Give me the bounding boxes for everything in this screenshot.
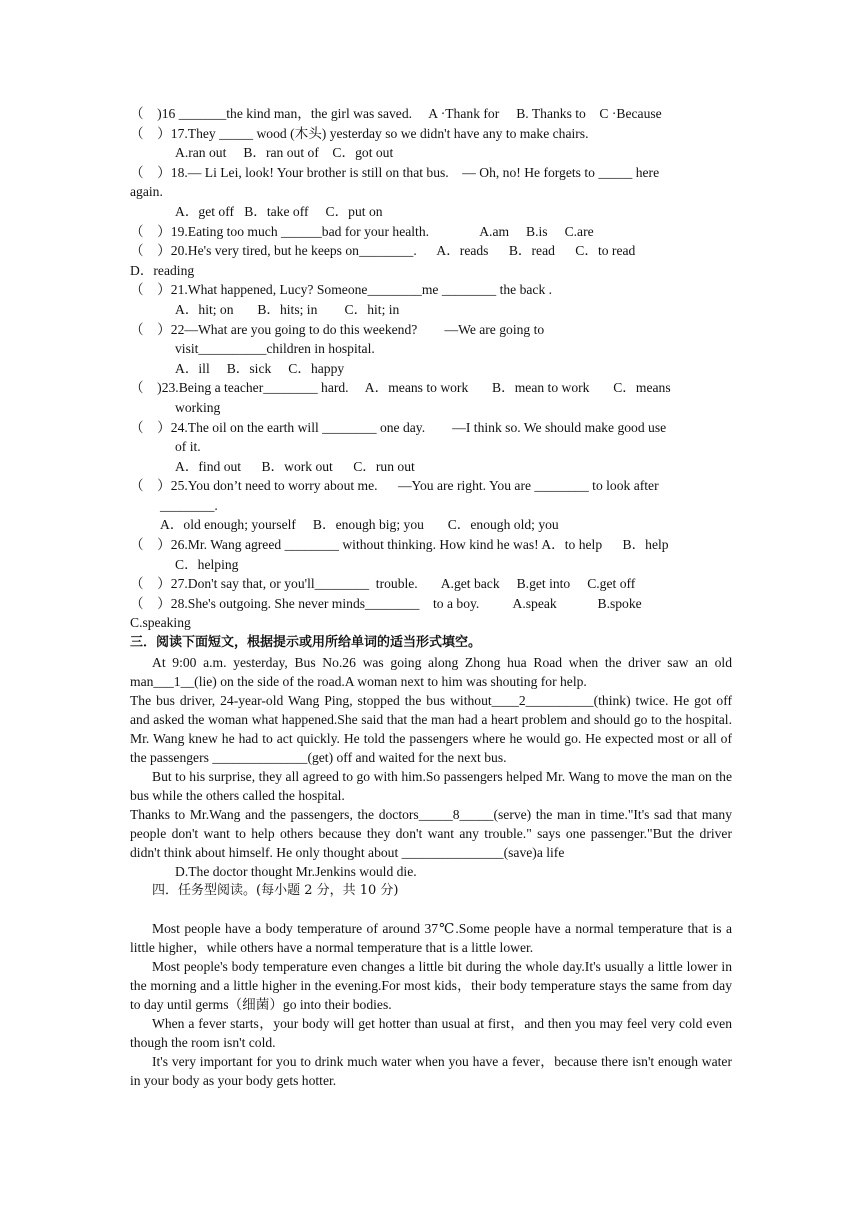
question-25: （ ）25.You don’t need to worry about me. —You are right. You are ________ to look after	[130, 478, 659, 494]
question-27: （ ）27.Don't say that, or you'll________ trouble. A.get back B.get into C.get off	[130, 576, 636, 592]
section-4-title: 四．任务型阅读。(每小题 2 分，共 10 分)	[152, 883, 399, 899]
question-22-options: A．ill B．sick C．happy	[175, 360, 345, 376]
section-4-paragraph-1: Most people have a body temperature of around 37℃.Some people have a normal temperature that is a little higher，while others have a normal temperature that is a little lower.	[130, 920, 732, 955]
section-3-paragraph-5: D.The doctor thought Mr.Jenkins would die.	[175, 863, 417, 879]
section-4-paragraph-2: Most people's body temperature even changes a little bit during the whole day.It's usually a little lower in the morning and a little higher in the evening.For most kids，their body temperature stays the same from day to day until germs（细菌）go into their bodies.	[130, 958, 732, 1012]
section-3-paragraph-2: The bus driver, 24-year-old Wang Ping, stopped the bus without____2__________(think) twice. He got off and asked the woman what happened.She said that the man had a heart problem and should go to the hospital. Mr. Wang knew he had to act quickly. He told the passengers where he would go. He expected most or all of the passengers ______________(get) off and waited for the next bus.	[130, 692, 732, 765]
question-28-continued: C.speaking	[130, 615, 191, 631]
worksheet-page	[130, 104, 732, 1090]
question-18-options: A．get off B．take off C．put on	[175, 203, 383, 219]
section-3-paragraph-3: But to his surprise, they all agreed to go with him.So passengers helped Mr. Wang to move the man on the bus while the others called the hospital.	[130, 768, 732, 803]
question-21: （ ）21.What happened, Lucy? Someone________me ________ the back .	[130, 282, 553, 298]
question-28: （ ）28.She's outgoing. She never minds________ to a boy. A.speak B.spoke	[130, 595, 642, 611]
question-18: （ ）18.— Li Lei, look! Your brother is still on that bus. — Oh, no! He forgets to _____ here	[130, 164, 660, 180]
section-3-title: 三．阅读下面短文，根据提示或用所给单词的适当形式填空。	[130, 635, 482, 651]
section-4-paragraph-4: It's very important for you to drink much water when you have a fever，because there isn't enough water in your body as your body gets hotter.	[130, 1053, 732, 1088]
question-25-options: A．old enough; yourself B．enough big; you C．enough old; you	[160, 517, 559, 533]
question-17: （ ）17.They _____ wood (木头) yesterday so we didn't have any to make chairs.	[130, 125, 589, 141]
question-18-continued: again.	[130, 184, 163, 200]
question-26: （ ）26.Mr. Wang agreed ________ without thinking. How kind he was! A．to help B．help	[130, 537, 669, 553]
question-24-continued: of it.	[175, 439, 201, 455]
question-21-options: A．hit; on B．hits; in C．hit; in	[175, 301, 400, 317]
question-17-options: A.ran out B．ran out of C．got out	[175, 145, 394, 161]
question-20: （ ）20.He's very tired, but he keeps on________. A．reads B．read C．to read	[130, 243, 636, 259]
question-24-options: A．find out B．work out C．run out	[175, 458, 415, 474]
question-22-continued: visit__________children in hospital.	[175, 341, 375, 357]
question-23: （ )23.Being a teacher________ hard. A．means to work B．mean to work C．means	[130, 380, 671, 396]
question-19: （ ）19.Eating too much ______bad for your health. A.am B.is C.are	[130, 223, 594, 239]
question-26-continued: C．helping	[175, 556, 239, 572]
question-22: （ ）22—What are you going to do this weekend? —We are going to	[130, 321, 545, 337]
section-3-paragraph-1: At 9:00 a.m. yesterday, Bus No.26 was going along Zhong hua Road when the driver saw an old man___1__(lie) on the side of the road.A woman next to him was shouting for help.	[130, 654, 732, 689]
question-16: （ )16 _______the kind man，the girl was saved. A ·Thank for B. Thanks to C ·Because	[130, 106, 662, 121]
question-23-continued: working	[175, 399, 221, 415]
question-20-continued: D．reading	[130, 262, 195, 278]
section-4-paragraph-3: When a fever starts，your body will get hotter than usual at first，and then you may feel very cold even though the room isn't cold.	[130, 1015, 732, 1050]
section-3-paragraph-4: Thanks to Mr.Wang and the passengers, the doctors_____8_____(serve) the man in time."It's sad that many people don't want to help others because they don't want any trouble." says one passenger."But the driver didn't think about himself. He only thought about _______________(save)a life	[130, 806, 732, 860]
question-25-continued: ________.	[160, 497, 218, 513]
question-24: （ ）24.The oil on the earth will ________ one day. —I think so. We should make good use	[130, 419, 667, 435]
section-gap	[130, 901, 732, 919]
